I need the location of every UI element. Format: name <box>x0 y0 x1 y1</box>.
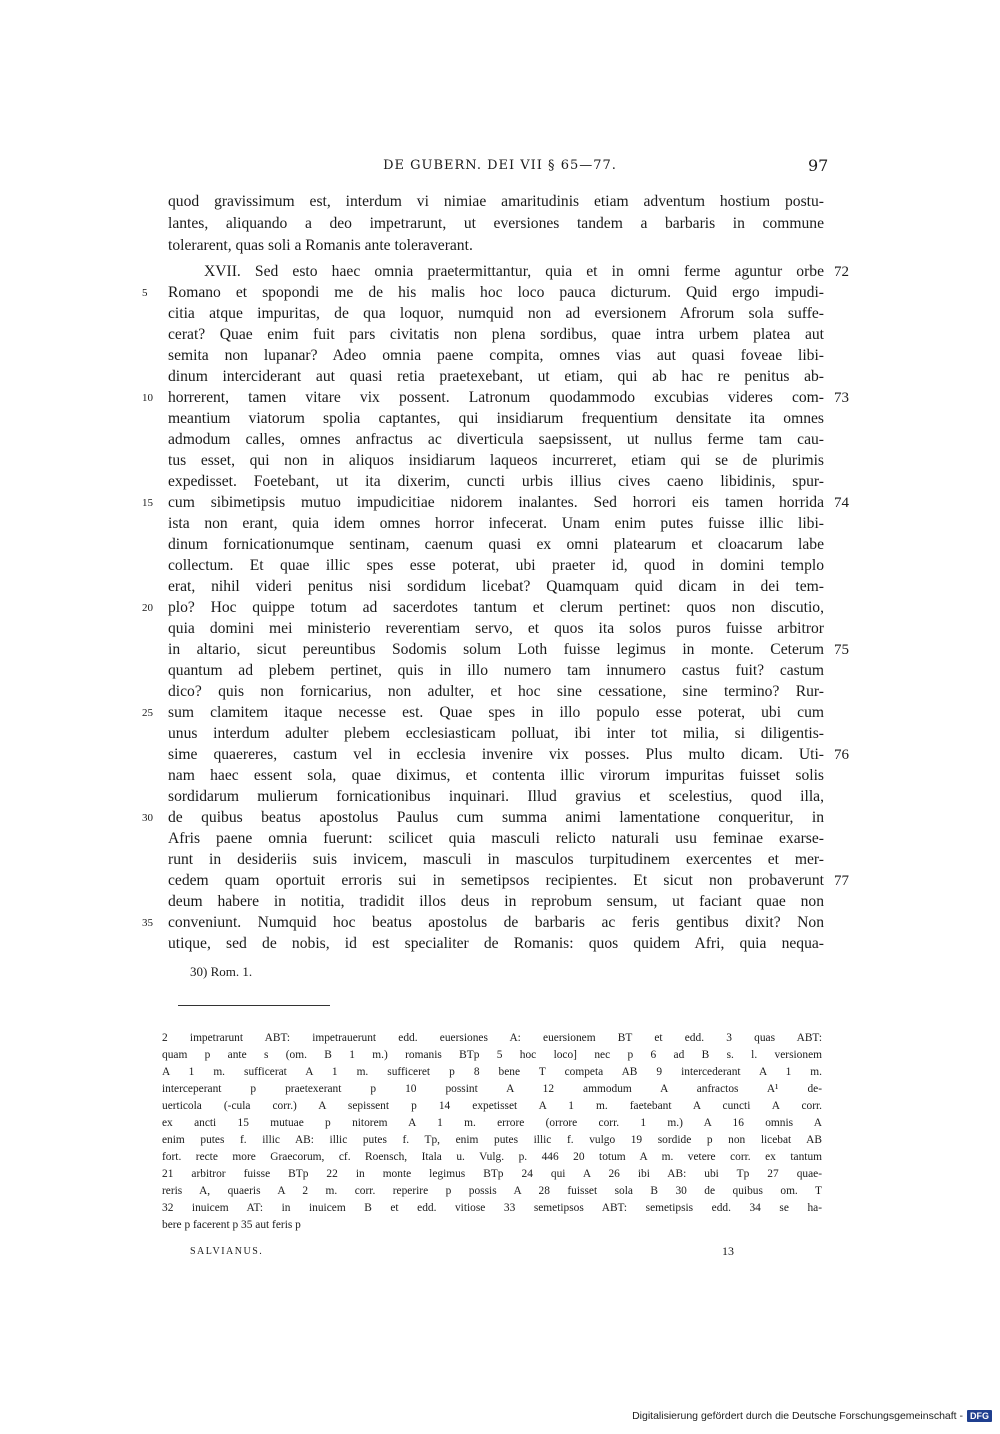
text-line: Afris paene omnia fuerunt: scilicet quia masculi relicto naturali usu feminae exarse- <box>168 830 824 847</box>
footnote: 30) Rom. 1. <box>190 964 253 979</box>
dfg-logo-icon: DFG <box>967 1410 992 1422</box>
text-line: meantium viatorum spolia captantes, qui insidiarum frequentium densitate ita omnes <box>168 410 824 427</box>
line-number: 30 <box>142 812 153 824</box>
section-number: 72 <box>834 264 849 280</box>
digitization-credit <box>632 1410 992 1422</box>
text-line: cedem quam oportuit erroris sui in semetipsos recipientes. Et sicut non probaverunt <box>168 872 824 889</box>
text-line: tolerarent, quas soli a Romanis ante toleraverant. <box>168 237 473 254</box>
text-line: quia domini mei ministerio reverentiam servo, et quos ita solos puros fuisse arbitror <box>168 620 824 637</box>
text-line: ista non erant, quia idem omnes horror infecerat. Unam enim putes fuisse illic libi- <box>168 515 824 532</box>
text-line: horrerent, tamen vitare vix possent. Latronum quodammodo excubias videres com- <box>168 389 824 406</box>
text-line: in altario, sicut pereuntibus Sodomis solum Loth fuisse legimus in monte. Ceterum <box>168 641 824 658</box>
signature-mark: SALVIANUS. <box>190 1246 264 1257</box>
digitization-text: Digitalisierung gefördert durch die Deutsche Forschungsgemeinschaft - <box>632 1410 963 1422</box>
text-line: dico? quis non fornicarius, non adulter, et hoc sine cessatione, sine termino? Rur- <box>168 683 824 700</box>
apparatus-line: 32 inuicem AT: in inuicem B et edd. vitiose 33 semetipsos ABT: semetipsis edd. 34 se ha- <box>162 1202 822 1214</box>
text-line: conveniunt. Numquid hoc beatus apostolus de barbaris ac feris gentibus dixit? Non <box>168 914 824 931</box>
line-number: 25 <box>142 707 153 719</box>
text-line: unus interdum adulter plebem ecclesiasticam polluat, ibi inter tot milia, si diligentis- <box>168 725 824 742</box>
text-line: expedisset. Foetebant, ut ita dixerim, cuncti urbis illius cives caeno libidinis, spur- <box>168 473 824 490</box>
footnote-rule <box>178 1005 330 1006</box>
apparatus-line: enim putes f. illic AB: illic putes f. Tp, enim putes illic f. vulgo 19 sordide p non licebat AB <box>162 1134 822 1146</box>
text-line: de quibus beatus apostolus Paulus cum summa animi lamentatione conqueritur, in <box>168 809 824 826</box>
text-line: dinum interciderant aut quasi retia praetexebant, ut etiam, qui ab hac re penitus ab- <box>168 368 824 385</box>
text-line: cum sibimetipsis mutuo impudicitiae nidorem inalantes. Sed horrori eis tamen horrida <box>168 494 824 511</box>
section-number: 74 <box>834 495 849 511</box>
text-line: dinum fornicationumque sentinam, caenum quasi ex omni platearum et cloacarum labe <box>168 536 824 553</box>
text-line: plo? Hoc quippe totum ad sacerdotes tantum et clerum pertinet: quos non discutio, <box>168 599 824 616</box>
text-line: runt in desideriis suis invicem, masculi in masculos turpitudinem exercentes et mer- <box>168 851 824 868</box>
text-line: admodum calles, omnes anfractus ac diverticula saepsissent, ut nullus ferme tam cau- <box>168 431 824 448</box>
apparatus-line: bere p facerent p 35 aut feris p <box>162 1219 301 1231</box>
line-number: 5 <box>142 287 148 299</box>
line-number: 35 <box>142 917 153 929</box>
text-line: sordidarum mulierum fornicationibus inquinari. Illud gravius et scelestius, quod illa, <box>168 788 824 805</box>
text-line: deum habere in notitia, tradidit illos deus in reprobum sensum, ut faciant quae non <box>168 893 824 910</box>
text-line: sime quaereres, castum vel in ecclesia invenire vix posses. Plus multo dicam. Uti- <box>168 746 824 763</box>
line-number: 15 <box>142 497 153 509</box>
text-line: semita non lupanar? Adeo omnia paene compita, omnes vias aut quasi foveae libi- <box>168 347 824 364</box>
apparatus-line: uerticola (-cula corr.) A sepissent p 14 expetisset A 1 m. faetebant A cuncti A corr. <box>162 1100 822 1112</box>
text-line: cerat? Quae enim fuit pars civitatis non plena sordibus, quae intra urbem platea aut <box>168 326 824 343</box>
sheet-number: 13 <box>722 1244 734 1258</box>
apparatus-line: quam p ante s (om. B 1 m.) romanis BTp 5 hoc loco] nec p 6 ad B s. l. versionem <box>162 1049 822 1061</box>
section-number: 76 <box>834 747 849 763</box>
text-line: XVII. Sed esto haec omnia praetermittantur, quia et in omni ferme aguntur orbe <box>204 263 824 280</box>
line-number: 10 <box>142 392 153 404</box>
apparatus-line: A 1 m. sufficerat A 1 m. sufficeret p 8 bene T competa AB 9 intercederant A 1 m. <box>162 1066 822 1078</box>
text-line: lantes, aliquando a deo impetrarunt, ut eversiones tandem a barbaris in commune <box>168 215 824 232</box>
apparatus-line: 2 impetrarunt ABT: impetrauerunt edd. euersiones A: euersionem BT et edd. 3 quas ABT: <box>162 1032 822 1044</box>
apparatus-line: reris A, quaeris A 2 m. corr. reperire p possis A 28 fuisset sola B 30 de quibus om. T <box>162 1185 822 1197</box>
text-line: citia atque impuritas, de qua loquor, numquid non ad eversionem Afrorum sola suffe- <box>168 305 824 322</box>
text-line: erat, nihil videri penitus nisi sordidum licebat? Quamquam quid dicam in dei tem- <box>168 578 824 595</box>
text-line: quantum ad plebem pertinet, quis in illo numero tam innumero castus fuit? castum <box>168 662 824 679</box>
running-head-title: DE GUBERN. DEI VII § 65—77. <box>383 158 617 173</box>
apparatus-line: fort. recte more Graecorum, cf. Roensch, Itala u. Vulg. p. 446 20 totum A m. vetere corr. ex tantum <box>162 1151 822 1163</box>
text-line: Romano et spopondi me de his malis hoc loco pauca dicturum. Quid ergo impudi- <box>168 284 824 301</box>
apparatus-line: interceperant p praetexerant p 10 possint A 12 ammodum A anfractos A¹ de- <box>162 1083 822 1095</box>
text-line: sum clamitem itaque necesse est. Quae spes in illo populo esse poterat, ubi cum <box>168 704 824 721</box>
line-number: 20 <box>142 602 153 614</box>
text-line: utique, sed de nobis, id est specialiter de Romanis: quos quidem Afri, quia nequa- <box>168 935 824 952</box>
section-number: 75 <box>834 642 849 658</box>
apparatus-line: ex ancti 15 mutuae p nitorem A 1 m. errore (orrore corr. 1 m.) A 16 omnis A <box>162 1117 822 1129</box>
page-number: 97 <box>808 156 829 175</box>
text-line: tus esset, qui non in aliquos insidiarum laqueos incurreret, etiam qui se de plurimis <box>168 452 824 469</box>
text-line: collectum. Et quae illic spes esse poterat, ubi praeter id, quod in domini templo <box>168 557 824 574</box>
text-line: nam haec essent sola, quae diximus, et contenta illic virorum impuritas fuisset solis <box>168 767 824 784</box>
apparatus-line: 21 arbitror fuisse BTp 22 in monte legimus BTp 24 qui A 26 ibi AB: ubi Tp 27 quae- <box>162 1168 822 1180</box>
text-line: quod gravissimum est, interdum vi nimiae amaritudinis etiam adventum hostium postu- <box>168 193 824 210</box>
section-number: 73 <box>834 390 849 406</box>
section-number: 77 <box>834 873 849 889</box>
